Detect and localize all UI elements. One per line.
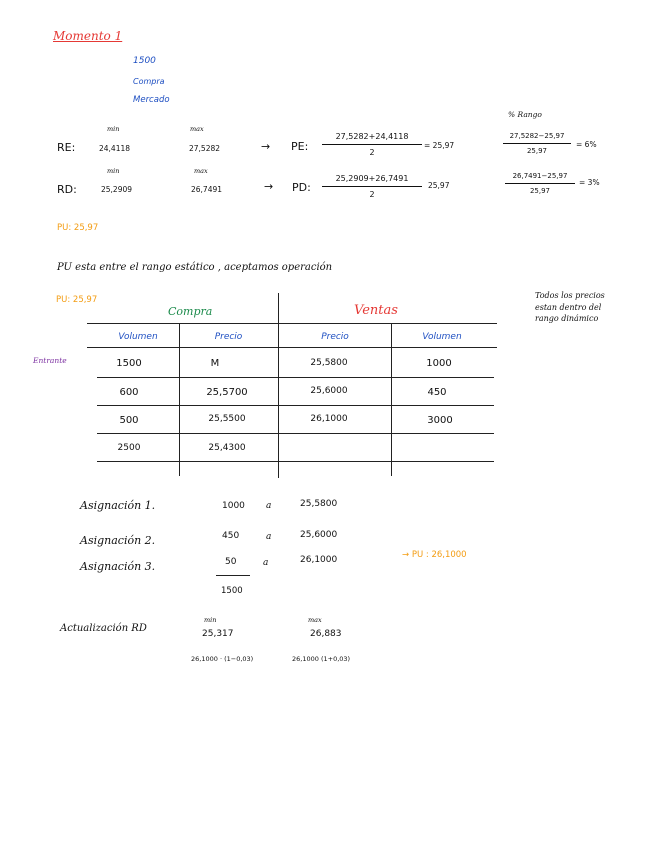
re-min: 24,4118 — [99, 144, 131, 153]
table-col-divider — [391, 323, 392, 476]
asignacion-price: 26,1000 — [300, 555, 338, 565]
sum-line — [216, 575, 250, 576]
asignacion-a: a — [266, 501, 272, 511]
re-pct-fraction — [503, 132, 571, 155]
table-cell: M — [210, 358, 220, 369]
table-cell: 1000 — [426, 358, 452, 369]
table-row-rule — [97, 461, 494, 462]
act-min-label: min — [204, 616, 217, 624]
pd-result: 25,97 — [428, 181, 450, 190]
table-cell: 25,5700 — [206, 387, 248, 398]
col-header-volumen-compra: Volumen — [118, 332, 158, 342]
pd-fraction-bar — [322, 186, 422, 187]
compra-header: Compra — [168, 305, 213, 318]
asignacion-a: a — [263, 558, 269, 568]
side-note-line: Todos los precios — [535, 291, 605, 300]
pe-fraction — [322, 132, 422, 157]
act-min: 25,317 — [202, 629, 234, 639]
order-qty: 1500 — [133, 56, 156, 66]
rd-min-label: min — [107, 167, 120, 175]
actualizacion-label: Actualización RD — [60, 623, 147, 634]
pe-numerator: 27,5282+24,4118 — [335, 132, 409, 141]
rd-min: 25,2909 — [101, 185, 133, 194]
re-label: RE: — [57, 141, 76, 154]
pu-final: → PU : 26,1000 — [402, 550, 467, 560]
rd-pct-denominator: 25,97 — [529, 187, 551, 195]
rd-pct-fraction — [505, 172, 575, 195]
rd-max: 26,7491 — [191, 185, 223, 194]
rd-pct-result: = 3% — [579, 178, 600, 187]
re-pct-numerator: 27,5282−25,97 — [509, 132, 565, 140]
asignacion-a: a — [266, 532, 272, 542]
asignacion-price: 25,5800 — [300, 499, 338, 509]
pe-fraction-bar — [322, 144, 422, 145]
re-pct-denominator: 25,97 — [526, 147, 548, 155]
asignacion-label: Asignación 3. — [80, 560, 156, 573]
order-type: Mercado — [133, 95, 170, 105]
col-header-precio-compra: Precio — [214, 332, 243, 342]
re-pct-result: = 6% — [576, 140, 597, 149]
table-cell: 450 — [427, 387, 447, 398]
asignacion-qty: 1000 — [222, 501, 245, 511]
act-max: 26,883 — [310, 629, 342, 639]
table-cell: 26,1000 — [310, 414, 348, 424]
side-note — [535, 290, 605, 325]
col-header-volumen-venta: Volumen — [422, 332, 462, 342]
rd-label: RD: — [57, 183, 77, 196]
rd-arrow: → — [264, 180, 274, 193]
re-max: 27,5282 — [189, 144, 221, 153]
rd-max-label: max — [194, 167, 208, 175]
pu-dynamic: PU: 25,97 — [56, 295, 98, 305]
table-cell: 25,5800 — [310, 358, 348, 368]
page-title: Momento 1 — [53, 29, 123, 43]
table-cell: 500 — [119, 415, 139, 426]
entrante-label: Entrante — [33, 356, 67, 365]
asignacion-qty: 50 — [225, 557, 237, 567]
table-header-top-rule — [87, 323, 497, 324]
re-max-label: max — [190, 125, 204, 133]
table-cell: 1500 — [116, 358, 142, 369]
asignacion-qty: 450 — [222, 531, 240, 541]
table-row-rule — [97, 405, 494, 406]
table-cell: 25,5500 — [208, 414, 246, 424]
table-cell: 25,4300 — [208, 443, 246, 453]
pd-label: PD: — [292, 181, 311, 194]
table-cell: 3000 — [427, 415, 453, 426]
range-header: % Rango — [508, 110, 542, 119]
table-cell: 600 — [119, 387, 139, 398]
re-arrow: → — [261, 140, 271, 153]
asignacion-label: Asignación 2. — [80, 534, 156, 547]
order-side: Compra — [133, 77, 165, 86]
pe-label: PE: — [291, 140, 309, 153]
side-note-line: rango dinámico — [535, 314, 599, 324]
col-header-precio-venta: Precio — [321, 332, 349, 342]
table-cell: 25,6000 — [310, 386, 348, 396]
asignacion-total: 1500 — [221, 586, 243, 596]
table-row-rule — [97, 377, 494, 378]
pd-fraction — [322, 174, 422, 199]
rd-pct-bar — [505, 183, 575, 184]
asignacion-label: Asignación 1. — [80, 499, 156, 512]
act-max-label: max — [308, 616, 322, 624]
act-max-formula: 26,1000 (1+0,03) — [292, 655, 351, 663]
pu-static: PU: 25,97 — [57, 223, 99, 233]
ventas-header: Ventas — [354, 303, 398, 318]
static-range-statement: PU esta entre el rango estático , aceptamos operación — [57, 262, 333, 273]
asignacion-price: 25,6000 — [300, 530, 338, 540]
pd-denominator: 2 — [369, 190, 375, 199]
re-pct-bar — [503, 143, 571, 144]
pe-denominator: 2 — [369, 148, 375, 157]
side-note-line: estan dentro del — [535, 302, 602, 312]
pd-numerator: 25,2909+26,7491 — [335, 174, 409, 183]
table-cell: 2500 — [117, 443, 141, 453]
re-min-label: min — [107, 125, 120, 133]
table-header-bottom-rule — [87, 347, 497, 348]
rd-pct-numerator: 26,7491−25,97 — [512, 172, 568, 180]
table-col-divider — [179, 323, 180, 476]
act-min-formula: 26,1000 · (1−0,03) — [191, 655, 254, 663]
table-row-rule — [97, 433, 494, 434]
pe-result: = 25,97 — [424, 141, 455, 150]
